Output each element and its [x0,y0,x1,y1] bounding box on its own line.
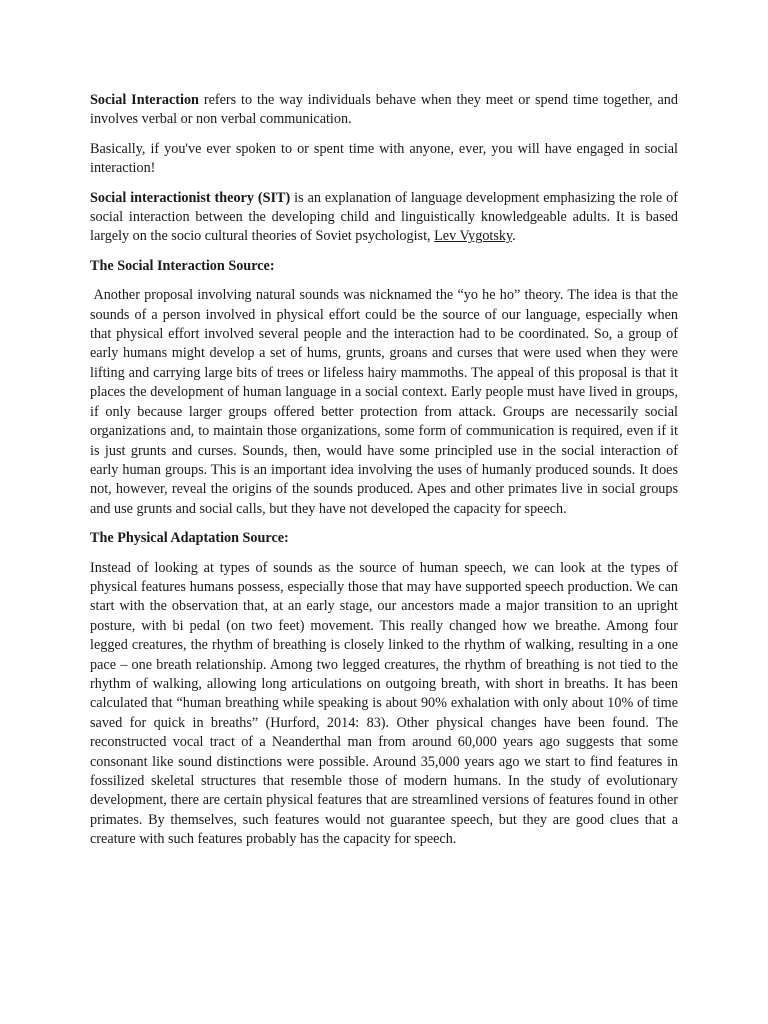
paragraph-physical-adaptation [90,559,678,850]
paragraph-text: is an explanation of language development emphasizing the role of social interaction between the developing child and linguistically knowledgeable adults. It is based largely on the socio cultural theories of Soviet psychologist, [90,189,678,245]
link-lev-vygotsky[interactable]: Lev Vygotsky [434,228,513,245]
heading-physical-adaptation-source: The Physical Adaptation Source: [90,530,289,547]
paragraph-text: refers to the way individuals behave when they meet or spend time together, and involves verbal or non verbal communication. [90,92,678,128]
document-page [90,91,678,860]
paragraph-yo-he-ho [90,286,678,519]
paragraph-end: . [512,228,516,245]
paragraph-social-interaction [90,91,678,130]
paragraph-basically [90,140,678,179]
paragraph-text: Another proposal involving natural sounds was nicknamed the “yo he ho” theory. The idea is that the sounds of a person involved in physical effort could be the source of our language, especially when that physical effort involved several people and the interaction had to be coordinated. So, a group of early humans might develop a set of hums, grunts, groans and curses that were used when they were lifting and carrying large bits of trees or lifeless hairy mammoths. The appeal of this proposal is that it places the development of human language in a social context. Early people must have lived in groups, if only because larger groups offered better protection from attack. Groups are necessarily social organizations and, to maintain those organizations, some form of communication is required, even if it is just grunts and curses. Sounds, then, would have some principled use in the social interaction of early human groups. This is an important idea involving the uses of humanly produced sounds. It does not, however, reveal the origins of the sounds produced. Apes and other primates live in social groups and use grunts and social calls, but they have not developed the capacity for speech. [90,287,678,517]
paragraph-sit [90,189,678,247]
term-sit: Social interactionist theory (SIT) [90,189,291,206]
paragraph-text: Instead of looking at types of sounds as the source of human speech, we can look at the types of physical features humans possess, especially those that may have supported speech production. We can start with the observation that, at an early stage, our ancestors made a major transition to an upright posture, with bi pedal (on two feet) movement. This really changed how we breathe. Among four legged creatures, the rhythm of breathing is closely linked to the rhythm of walking, resulting in a one pace – one breath relationship. Among two legged creatures, the rhythm of breathing is not tied to the rhythm of walking, allowing long articulations on outgoing breath, with short in breaths. It has been calculated that “human breathing while speaking is about 90% exhalation with only about 10% of time saved for quick in breaths” (Hurford, 2014: 83). Other physical changes have been found. The reconstructed vocal tract of a Neanderthal man from around 60,000 years ago suggests that some consonant like sound distinctions were possible. Around 35,000 years ago we start to find features in fossilized skeletal structures that resemble those of modern humans. In the study of evolutionary development, there are certain physical features that are streamlined versions of features found in other primates. By themselves, such features would not guarantee speech, but they are good clues that a creature with such features probably has the capacity for speech. [90,559,678,848]
heading-social-interaction-source: The Social Interaction Source: [90,257,275,274]
term-social-interaction: Social Interaction [90,92,199,108]
paragraph-text: Basically, if you've ever spoken to or spent time with anyone, ever, you will have engaged in social interaction! [90,140,678,177]
